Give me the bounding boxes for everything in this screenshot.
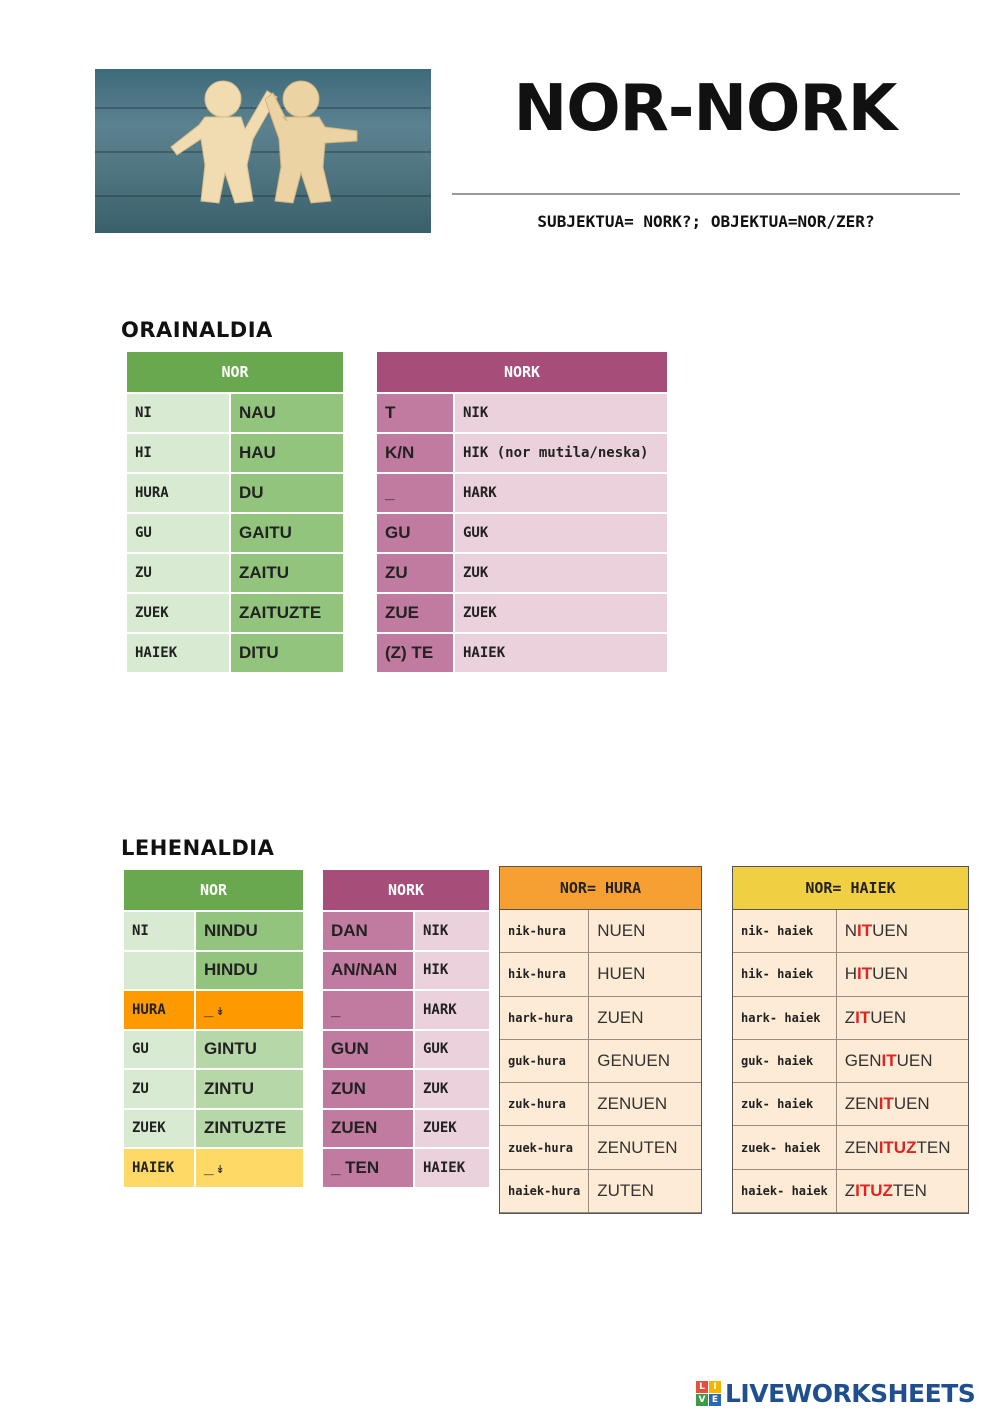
table-header: NORK [323,870,489,910]
form-cell: HAIEK [455,634,667,672]
table-header: NORK [377,352,667,392]
orainaldia-nor-table [125,350,345,674]
pronoun-cell: zuk-hura [500,1083,589,1126]
form-cell: ZUEK [455,594,667,632]
form-cell: GINTU [196,1031,303,1069]
form-prefix: GEN [844,1051,882,1071]
pronoun-cell: NI [124,912,194,950]
table-row [733,953,968,996]
table-row [323,991,489,1029]
form-suffix: UEN [896,1051,933,1071]
pronoun-cell: DAN [323,912,413,950]
plural-marker: IT [856,921,873,941]
form-suffix: TEN [892,1180,927,1200]
pronoun-cell: ZUE [377,594,453,632]
form-cell: GENUEN [589,1040,701,1083]
form-cell: ZINTU [196,1070,303,1108]
table-row [127,514,343,552]
pronoun-cell: ZUEK [124,1110,194,1148]
table-row [124,1031,303,1069]
form-cell: DITU [231,634,343,672]
table-row [733,910,968,953]
table-row [127,594,343,632]
form-cell: ZUEK [415,1110,489,1148]
pronoun-cell: nik-hura [500,910,589,953]
logo-tile: L [696,1381,708,1393]
table-row [733,1040,968,1083]
form-cell: HIK [415,952,489,990]
pronoun-cell: _ TEN [323,1149,413,1187]
table-row [377,554,667,592]
pronoun-cell: HURA [127,474,229,512]
form-cell: HAIEK [415,1149,489,1187]
pronoun-cell: haiek-hura [500,1170,589,1213]
pronoun-cell: guk-hura [500,1040,589,1083]
down-arrow-icon: ↡ [215,1163,225,1176]
brand-name: LIVEWORKSHEETS [725,1378,976,1408]
header-image [95,69,431,233]
table-row [500,953,701,996]
plural-marker: ITUZ [878,1137,917,1157]
table-row [127,474,343,512]
form-cell: ZUK [415,1070,489,1108]
form-cell: HAU [231,434,343,472]
table-row [323,1149,489,1187]
table-row [124,912,303,950]
lehenaldia-nork-table [321,868,491,1189]
pronoun-cell: HAIEK [127,634,229,672]
pronoun-cell: ZUEK [127,594,229,632]
table-row [323,912,489,950]
table-row [323,1070,489,1108]
pronoun-cell: NI [127,394,229,432]
pronoun-cell: zuek- haiek [733,1126,837,1169]
orainaldia-title: ORAINALDIA [121,318,273,342]
form-cell: ZINTUZTE [196,1110,303,1148]
form-cell: HINDU [196,952,303,990]
pronoun-cell: hik-hura [500,953,589,996]
table-row [323,1110,489,1148]
nor-hura-table [499,866,702,1214]
title-divider [452,193,960,195]
table-header: NOR= HURA [500,867,701,910]
form-cell: NIK [415,912,489,950]
table-row [500,1083,701,1126]
pronoun-cell: ZUEN [323,1110,413,1148]
form-cell: NIK [455,394,667,432]
table-row [377,634,667,672]
table-row [124,1110,303,1148]
table-row [500,910,701,953]
page-subtitle: SUBJEKTUA= NORK?; OBJEKTUA=NOR/ZER? [537,212,875,231]
form-cell: ZUK [455,554,667,592]
table-row [500,997,701,1040]
form-cell: ZUEN [589,997,701,1040]
form-cell: HIK (nor mutila/neska) [455,434,667,472]
liveworksheets-brand [696,1376,996,1410]
pronoun-cell: nik- haiek [733,910,837,953]
pronoun-cell: T [377,394,453,432]
form-suffix: UEN [872,921,908,941]
table-row [733,1126,968,1169]
pronoun-cell: ZU [124,1070,194,1108]
table-header: NOR [127,352,343,392]
table-row [323,952,489,990]
form-cell: HUEN [589,953,701,996]
logo-tile: I [709,1381,721,1393]
form-cell [837,1170,968,1213]
form-cell: NAU [231,394,343,432]
form-suffix: UEN [893,1094,930,1114]
table-row [733,997,968,1040]
table-row [377,594,667,632]
form-cell: DU [231,474,343,512]
table-row [127,634,343,672]
form-cell: HARK [415,991,489,1029]
form-prefix: ZEN [844,1094,879,1114]
pronoun-cell: zuek-hura [500,1126,589,1169]
table-row [124,952,303,990]
pronoun-cell: zuk- haiek [733,1083,837,1126]
table-header: NOR= HAIEK [733,867,968,910]
plural-marker: IT [878,1094,894,1114]
form-cell [837,953,968,996]
table-row [377,434,667,472]
plural-marker: IT [855,1007,871,1027]
form-cell [837,1083,968,1126]
form-cell: ZENUTEN [589,1126,701,1169]
table-row [124,991,303,1029]
pronoun-cell: GUN [323,1031,413,1069]
form-cell: GUK [455,514,667,552]
pronoun-cell: hark-hura [500,997,589,1040]
pronoun-cell: K/N [377,434,453,472]
pronoun-cell: hark- haiek [733,997,837,1040]
orainaldia-nork-table [375,350,669,674]
form-cell [837,997,968,1040]
form-suffix: UEN [872,964,908,984]
table-row [500,1040,701,1083]
pronoun-cell: HI [127,434,229,472]
table-row [377,474,667,512]
table-row [733,1170,968,1213]
pronoun-cell: guk- haiek [733,1040,837,1083]
form-cell: GAITU [231,514,343,552]
form-cell: ZAITUZTE [231,594,343,632]
pronoun-cell: GU [377,514,453,552]
pronoun-cell: hik- haiek [733,953,837,996]
pronoun-cell: haiek- haiek [733,1170,837,1213]
pronoun-cell: AN/NAN [323,952,413,990]
pronoun-cell: (Z) TE [377,634,453,672]
table-row [733,1083,968,1126]
table-header: NOR [124,870,303,910]
form-prefix: ZEN [844,1137,879,1157]
form-cell: _ ↡ [196,1149,303,1187]
form-prefix: N [844,921,857,941]
pronoun-cell: _ [323,991,413,1029]
table-row [500,1126,701,1169]
page-title: NOR-NORK [513,72,897,146]
table-row [127,554,343,592]
form-prefix: H [844,964,857,984]
lehenaldia-nor-table [122,868,305,1189]
form-prefix: Z [844,1007,856,1027]
pronoun-cell: ZU [377,554,453,592]
lehenaldia-title: LEHENALDIA [121,836,275,860]
wooden-figures-illustration [95,69,431,233]
form-cell: ZENUEN [589,1083,701,1126]
table-row [377,394,667,432]
table-row [377,514,667,552]
pronoun-cell: _ [377,474,453,512]
liveworksheets-logo-icon [696,1381,721,1406]
table-row [124,1070,303,1108]
pronoun-cell: ZUN [323,1070,413,1108]
pronoun-cell: ZU [127,554,229,592]
pronoun-cell: GU [124,1031,194,1069]
pronoun-cell: HURA [124,991,194,1029]
form-cell: _ ↡ [196,991,303,1029]
form-cell: HARK [455,474,667,512]
form-cell: ZUTEN [589,1170,701,1213]
table-row [500,1170,701,1213]
logo-tile: V [696,1394,708,1406]
table-row [323,1031,489,1069]
down-arrow-icon: ↡ [215,1005,225,1018]
table-row [127,434,343,472]
logo-tile: E [709,1394,721,1406]
form-suffix: TEN [916,1137,951,1157]
plural-marker: IT [856,964,873,984]
table-row [127,394,343,432]
form-cell [837,1126,968,1169]
form-cell: GUK [415,1031,489,1069]
form-cell: NINDU [196,912,303,950]
plural-marker: IT [881,1051,897,1071]
plural-marker: ITUZ [855,1180,893,1200]
nor-haiek-table [732,866,969,1214]
form-cell [837,1040,968,1083]
form-cell: NUEN [589,910,701,953]
table-row [124,1149,303,1187]
pronoun-cell: HAIEK [124,1149,194,1187]
pronoun-cell [124,952,194,990]
form-cell: ZAITU [231,554,343,592]
form-suffix: UEN [870,1007,907,1027]
form-cell [837,910,968,953]
form-prefix: Z [844,1180,856,1200]
pronoun-cell: GU [127,514,229,552]
